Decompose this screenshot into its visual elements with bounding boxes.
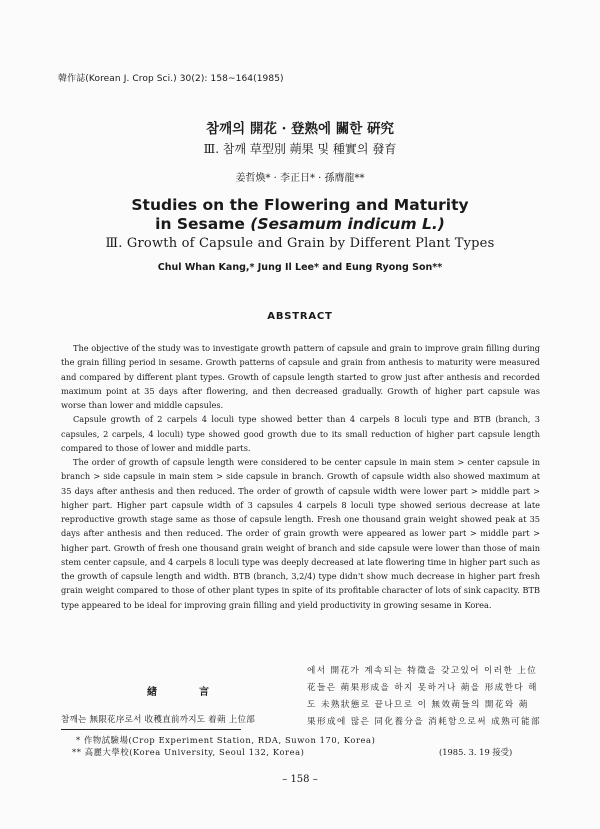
english-subtitle: Ⅲ. Growth of Capsule and Grain by Different Plant Types: [105, 236, 495, 251]
korean-title: 참깨의 開花 · 登熟에 關한 硏究: [206, 121, 394, 137]
abstract-body: [61, 341, 540, 612]
introduction-left-column: 참깨는 無限花序로서 收穫直前까지도 着蒴 上位部: [61, 715, 256, 725]
journal-citation: 韓作誌(Korean J. Crop Sci.) 30(2): 158~164(1985): [58, 74, 284, 84]
page-number: – 158 –: [282, 774, 318, 785]
korean-authors: 姜哲煥* · 李正日* · 孫膺龍**: [235, 173, 365, 184]
introduction-line: 花들은 蒴果形成을 하지 못하거나 蒴을 形成한다 해: [307, 683, 538, 693]
english-authors: Chul Whan Kang,* Jung Il Lee* and Eung Ryong Son**: [157, 262, 443, 273]
abstract-paragraph: The order of growth of capsule length were considered to be center capsule in main stem > center capsule in branch > side capsule in main stem > side capsule in branch. Growth of capsule width also showed maximum at 35 days after anthesis and then reduced. The order of growth of capsule width were lower part > middle part > higher part. Higher part capsule width of 3 capsules 4 carpels 8 loculi type showed serious decrease at late reproductive growth stage same as those of capsule length. Fresh one thousand grain weight showed peak at 35 days after anthesis and then reduced. The order of grain growth were appeared as lower part > middle part > higher part. Growth of fresh one thousand grain weight of branch and side capsule were lower than those of main stem center capsule, and 4 carpels 8 loculi type was deeply decreased at late flowering time in higher part such as the growth of capsule length and width. BTB (branch, 3,2/4) type didn't show much decrease in higher part fresh grain weight compared to those of other plant types in spite of its profitable character of lots of sink capacity. BTB type appeared to be ideal for improving grain filling and yield productivity in growing sesame in Korea.: [61, 457, 540, 610]
korean-subtitle: Ⅲ. 참깨 草型別 蒴果 및 種實의 發育: [203, 142, 397, 156]
english-title-line2-text: in Sesame: [155, 215, 251, 233]
introduction-right-column: [307, 663, 542, 731]
introduction-line: 에서 開花가 계속되는 特徵을 갖고있어 이러한 上位: [307, 666, 538, 676]
introduction-line: 果形成에 많은 同化養分을 消耗함으로써 成熟可能部: [307, 717, 542, 727]
introduction-line: 도 未熟狀態로 끝나므로 이 無效蒴들의 開花와 蒴: [307, 700, 529, 710]
abstract-paragraph: Capsule growth of 2 carpels 4 loculi type showed better than 4 carpels 8 loculi type and BTB (branch, 3 capsules, 2 carpels, 4 loculi) type showed good growth due to its small reduction of higher part capsule length compared to those of lower and middle parts.: [61, 414, 540, 453]
received-date: (1985. 3. 19 接受): [439, 747, 513, 757]
english-title: [0, 196, 600, 234]
footnote-affiliation-2: ** 高麗大學校(Korea University, Seoul 132, Korea): [72, 747, 305, 757]
scientific-name: (Sesamum indicum L.): [250, 215, 445, 233]
english-title-line1: Studies on the Flowering and Maturity: [131, 196, 469, 214]
footnote-affiliation-1: * 作物試驗場(Crop Experiment Station, RDA, Suwon 170, Korea): [76, 735, 376, 745]
footnote-divider: [61, 729, 241, 730]
abstract-heading: ABSTRACT: [267, 311, 333, 322]
abstract-paragraph: The objective of the study was to investigate growth pattern of capsule and grain to improve grain filling during the grain filling period in sesame. Growth patterns of capsule and grain from anthesis to maturity were measured and compared by different plant types. Growth of capsule length started to grow just after anthesis and recorded maximum point at 35 days after flowering, and then decreased gradually. Growth of higher part capsule was worse than lower and middle capsules.: [61, 343, 540, 410]
introduction-heading: 緖言: [147, 687, 251, 698]
english-title-line2: [0, 215, 600, 234]
